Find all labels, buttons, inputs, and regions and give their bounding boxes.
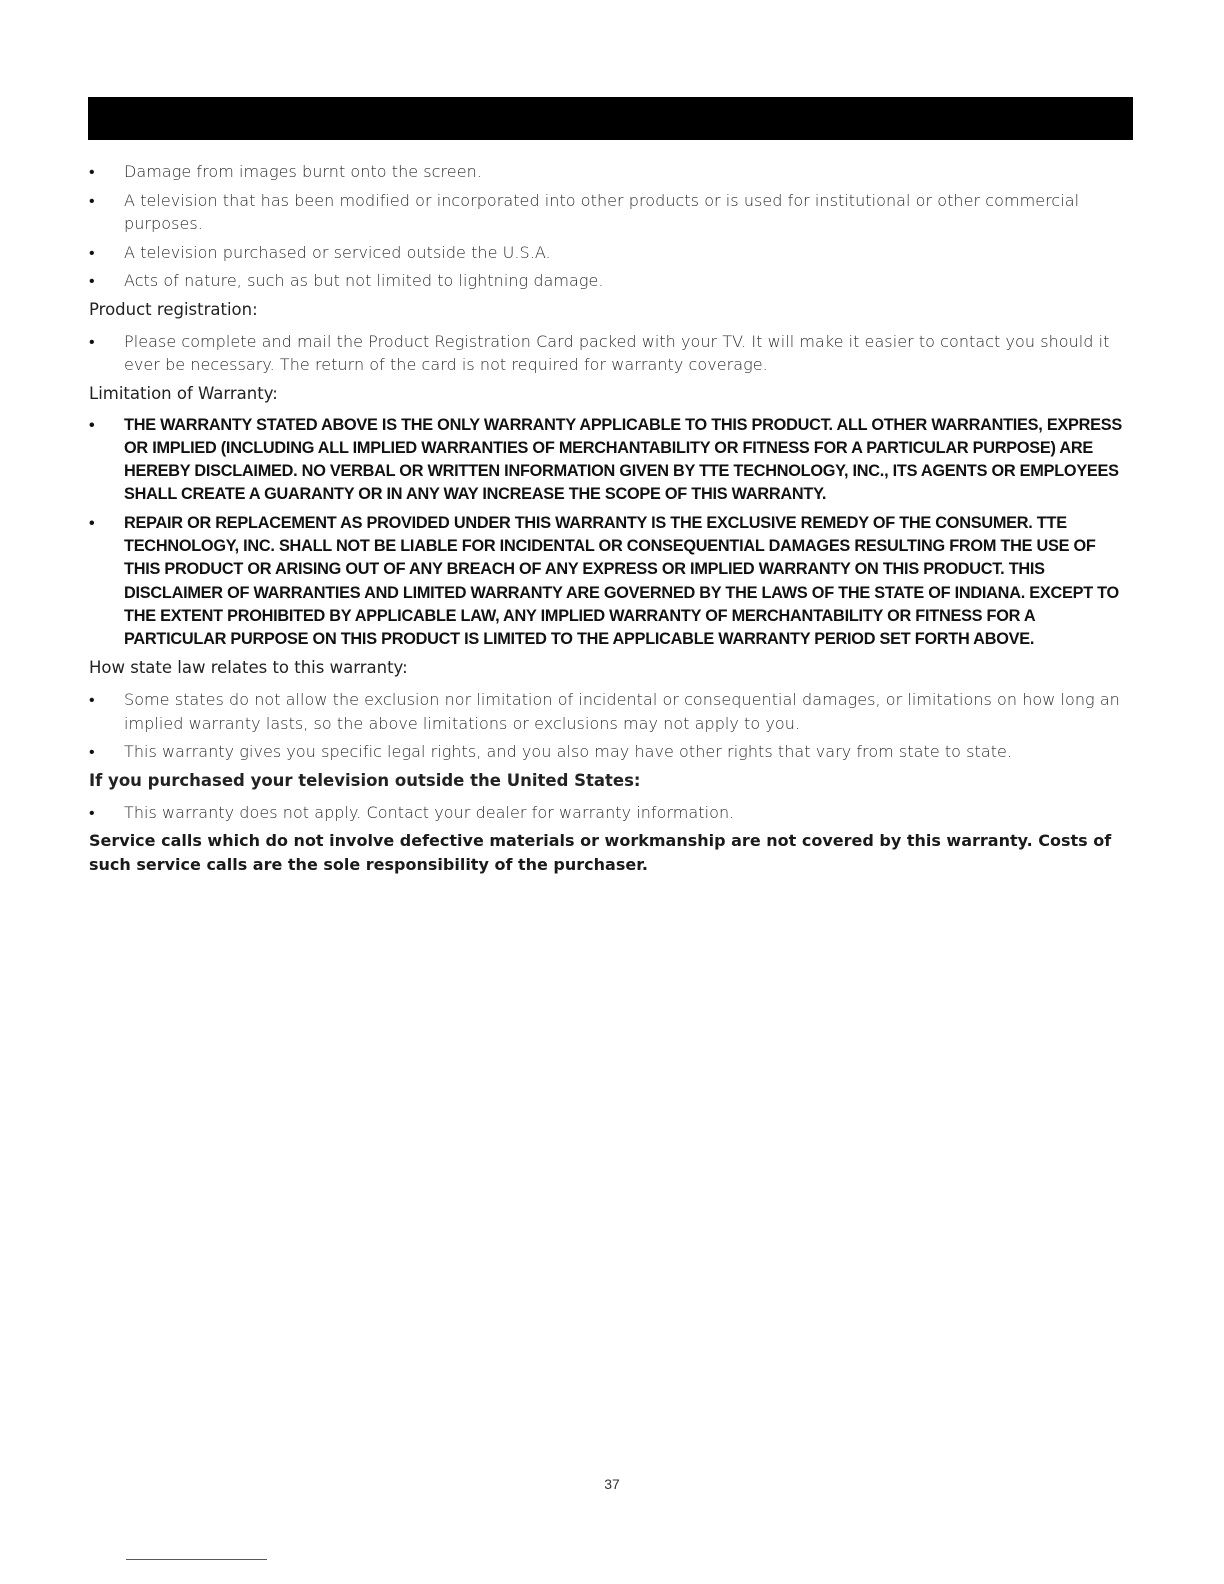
list-item: • Acts of nature, such as but not limited to lightning damage. <box>89 269 1134 293</box>
list-item: • Some states do not allow the exclusion nor limitation of incidental or consequential damages, or limitations on how long an implied warranty lasts, so the above limitations or exclusions may not apply to you. <box>89 688 1134 735</box>
page-number: 37 <box>604 1476 620 1492</box>
state-law-list <box>89 688 1134 764</box>
list-item: • THE WARRANTY STATED ABOVE IS THE ONLY WARRANTY APPLICABLE TO THIS PRODUCT. ALL OTHER WARRANTIES, EXPRESS OR IMPLIED (INCLUDING ALL IMPLIED WARRANTIES OF MERCHANTABILITY OR FITNESS FOR A PARTICULAR PURPOSE) ARE HEREBY DISCLAIMED. NO VERBAL OR WRITTEN INFORMATION GIVEN BY TTE TECHNOLOGY, INC., ITS AGENTS OR EMPLOYEES SHALL CREATE A GUARANTY OR IN ANY WAY INCREASE THE SCOPE OF THIS WARRANTY. <box>89 414 1134 507</box>
list-item: • This warranty gives you specific legal rights, and you also may have other rights that vary from state to state. <box>89 740 1134 764</box>
limitation-list <box>89 414 1134 652</box>
outside-us-heading: If you purchased your television outside the United States: <box>89 770 641 790</box>
list-item: • A television that has been modified or incorporated into other products or is used for institutional or other commercial purposes. <box>89 189 1134 236</box>
closing-note: Service calls which do not involve defective materials or workmanship are not covered by this warranty. Costs of such service calls are the sole responsibility of the purchaser. <box>89 831 1112 874</box>
product-registration-heading: Product registration: <box>89 299 258 319</box>
list-item: • Please complete and mail the Product Registration Card packed with your TV. It will make it easier to contact you should it ever be necessary. The return of the card is not required for warranty coverage. <box>89 330 1134 377</box>
list-item: • Damage from images burnt onto the screen. <box>89 160 1134 184</box>
list-item: • A television purchased or serviced outside the U.S.A. <box>89 241 1134 265</box>
footer-rule <box>126 1559 267 1560</box>
outside-us-list <box>89 801 1134 825</box>
warranty-content <box>89 160 1134 876</box>
state-law-heading: How state law relates to this warranty: <box>89 658 408 678</box>
section-header-bar <box>88 97 1133 140</box>
list-item: • REPAIR OR REPLACEMENT AS PROVIDED UNDER THIS WARRANTY IS THE EXCLUSIVE REMEDY OF THE CONSUMER. TTE TECHNOLOGY, INC. SHALL NOT BE LIABLE FOR INCIDENTAL OR CONSEQUENTIAL DAMAGES RESULTING FROM THE USE OF THIS PRODUCT OR ARISING OUT OF ANY BREACH OF ANY EXPRESS OR IMPLIED WARRANTY ON THIS PRODUCT. THIS DISCLAIMER OF WARRANTIES AND LIMITED WARRANTY ARE GOVERNED BY THE LAWS OF THE STATE OF INDIANA. EXCEPT TO THE EXTENT PROHIBITED BY APPLICABLE LAW, ANY IMPLIED WARRANTY OF MERCHANTABILITY OR FITNESS FOR A PARTICULAR PURPOSE ON THIS PRODUCT IS LIMITED TO THE APPLICABLE WARRANTY PERIOD SET FORTH ABOVE. <box>89 512 1134 652</box>
limitation-heading: Limitation of Warranty: <box>89 383 278 403</box>
list-item: • This warranty does not apply. Contact your dealer for warranty information. <box>89 801 1134 825</box>
exclusions-list <box>89 160 1134 293</box>
registration-list <box>89 330 1134 377</box>
